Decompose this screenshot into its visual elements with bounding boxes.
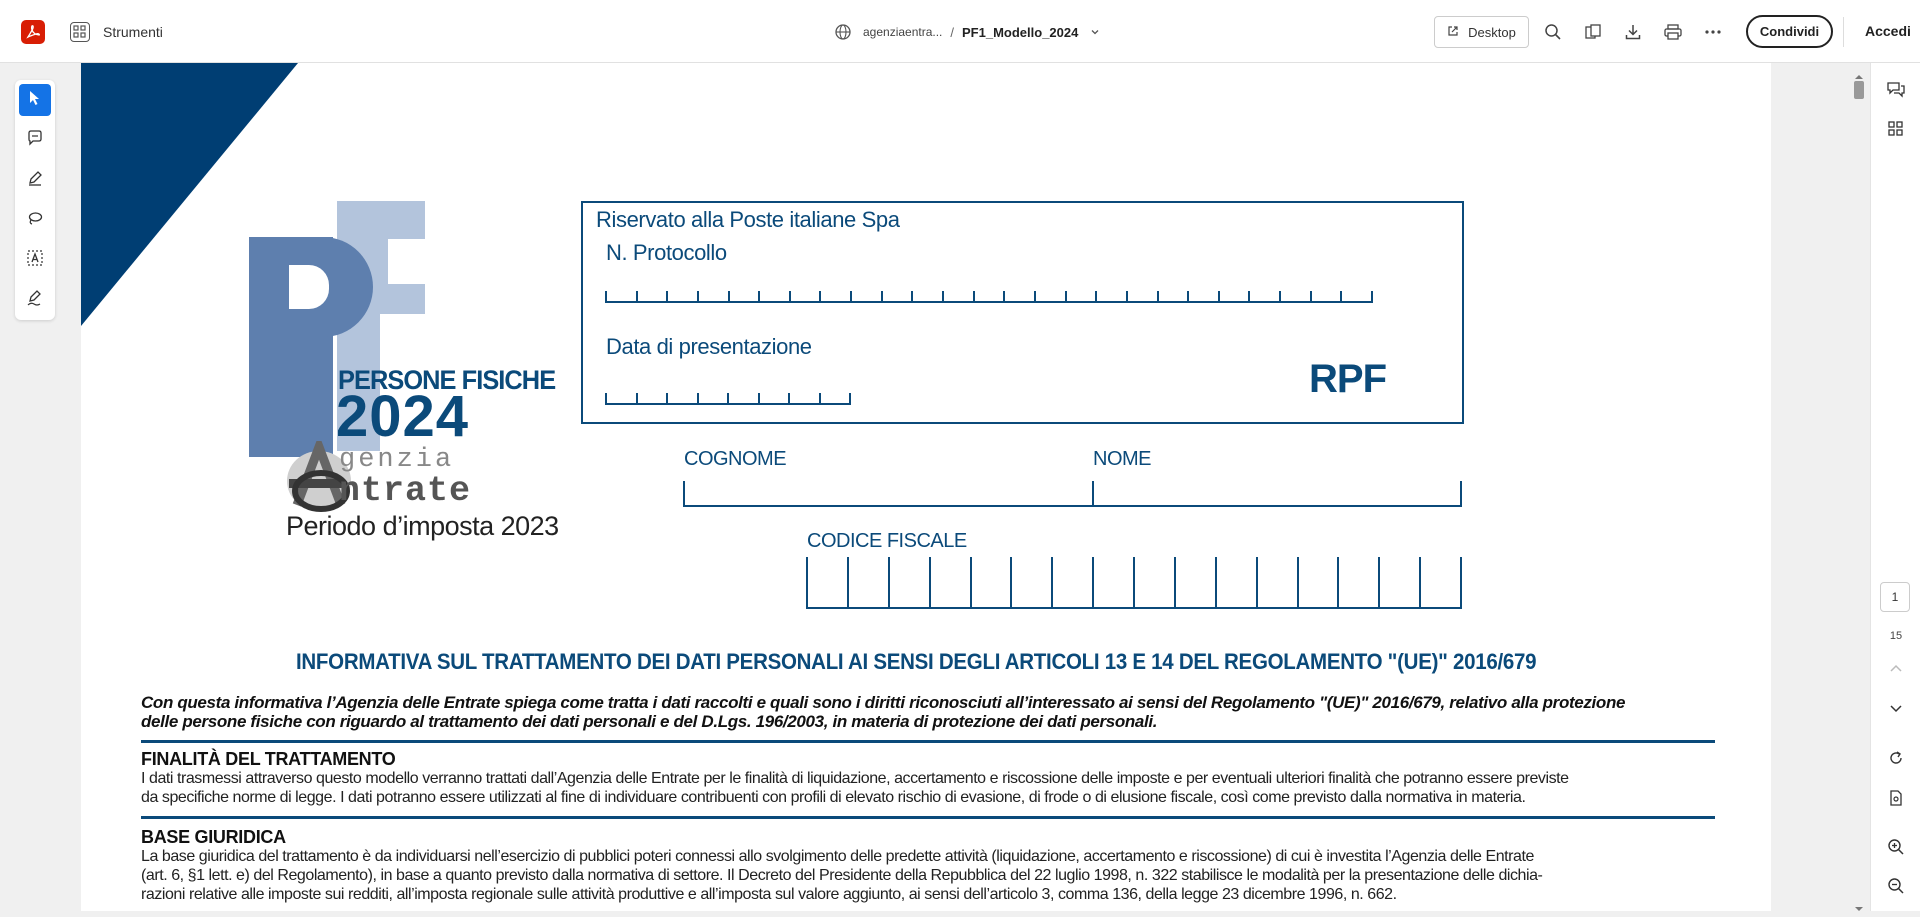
persone-fisiche-label: PERSONE FISICHE [338, 365, 556, 395]
previous-page-icon[interactable] [1880, 653, 1912, 685]
external-link-icon [1447, 25, 1459, 40]
document-breadcrumb [834, 20, 1100, 44]
next-page-icon[interactable] [1880, 692, 1912, 724]
tools-menu-button[interactable] [70, 19, 163, 45]
acrobat-logo-icon[interactable] [21, 20, 45, 44]
right-side-panel [1870, 63, 1920, 911]
print-icon[interactable] [1657, 16, 1689, 48]
agenzia-bottom-text: ntrate [339, 471, 472, 511]
toolbar-divider [1843, 17, 1844, 47]
legal-basis-line-1: La base giuridica del trattamento è da individuarsi nell’esercizio di pubblici poteri connessi allo svolgimento delle predette attività (liquidazione, accertamento e riscossione) di cui è investita l’Agenzia delle Entrate [141, 848, 1534, 865]
submission-date-field[interactable] [605, 379, 851, 405]
zoom-in-icon[interactable] [1880, 831, 1912, 863]
legal-basis-section-title: BASE GIURIDICA [141, 827, 286, 847]
scroll-down-icon[interactable] [1854, 899, 1864, 905]
year-label: 2024 [336, 384, 470, 449]
logo-p-hole [289, 265, 329, 309]
text-tool[interactable] [19, 244, 51, 276]
name-label: NOME [1093, 448, 1151, 470]
legal-basis-line-2: (art. 6, §1 lett. e) del Regolamento), in base a quanto previsto dalla normativa di settore. Il Decreto del Presidente della Repubblica del 22 luglio 1998, n. 322 stabilisce le modalità per la presentazione delle dichia- [141, 867, 1543, 884]
rotate-icon[interactable] [1880, 742, 1912, 774]
tax-code-field[interactable] [806, 557, 1462, 609]
logo-f-gap [388, 239, 425, 284]
purpose-line-2: da specifiche norme di legge. I dati potranno essere utilizzati al fine di individuare contribuenti con profili di elevato rischio di evasione, di frode o di elusione fiscale, così come previsto dalla normativa in materia. [141, 789, 1526, 806]
legal-basis-line-3: razioni relative alle imposte sui redditi, all’imposta regionale sulle attività produttive e all’imposta sul valore aggiunto, ai sensi dell’articolo 3, comma 136, della legge 23 dicembre 1996, n. 662. [141, 886, 1397, 903]
more-options-icon[interactable] [1697, 16, 1729, 48]
text-box-icon [26, 249, 44, 272]
page-thumbnails-icon[interactable] [1577, 16, 1609, 48]
total-pages-label: 15 [1889, 630, 1903, 642]
tools-label: Strumenti [103, 24, 163, 40]
vertical-scrollbar[interactable] [1848, 63, 1870, 911]
purpose-line-1: I dati trasmessi attraverso questo modello verranno trattati dall’Agenzia delle Entrate per le finalità di liquidazione, accertamento e riscossione delle imposte e per eventuali ulteriori finalità che potranno essere previste [141, 770, 1569, 787]
sign-tool[interactable] [19, 284, 51, 316]
document-heading: INFORMATIVA SUL TRATTAMENTO DEI DATI PERSONALI AI SENSI DEGLI ARTICOLI 13 E 14 DEL REGOLAMENTO "(UE)" 2016/679 [296, 649, 1537, 674]
submission-date-label: Data di presentazione [606, 334, 812, 359]
page-settings-icon[interactable] [1880, 782, 1912, 814]
protocol-label: N. Protocollo [606, 240, 727, 265]
draw-tool[interactable] [19, 204, 51, 236]
surname-label: COGNOME [684, 448, 787, 470]
name-field[interactable] [1092, 481, 1462, 507]
quick-tools-panel [15, 80, 55, 320]
reserved-label: Riservato alla Poste italiane Spa [596, 207, 900, 232]
intro-line-1: Con questa informativa l’Agenzia delle Entrate spiega come tratta i dati raccolti e quali sono i diritti riconosciuti all’interessato ai sensi del Regolamento "(UE)" 2016/679, relativo alla protezione [141, 693, 1626, 712]
open-desktop-button[interactable] [1434, 16, 1529, 48]
agenzia-entrate-logo [283, 441, 513, 521]
top-toolbar [0, 0, 1920, 63]
scroll-thumb[interactable] [1854, 81, 1864, 99]
protocol-number-field[interactable] [605, 277, 1373, 303]
search-icon[interactable] [1537, 16, 1569, 48]
chevron-down-icon[interactable] [1090, 25, 1100, 40]
cursor-icon [27, 89, 43, 112]
intro-line-2: delle persone fisiche con riguardo al trattamento dei dati personali e del D.Lgs. 196/2003, in materia di protezione dei dati personali. [141, 712, 1158, 731]
comment-tool[interactable] [19, 124, 51, 156]
agenzia-top-text: genzia [339, 445, 455, 475]
purpose-section-title: FINALITÀ DEL TRATTAMENTO [141, 749, 396, 769]
organize-pages-icon[interactable] [1880, 113, 1912, 145]
source-label: agenziaentra... [863, 25, 943, 39]
current-page-input[interactable]: 1 [1880, 582, 1910, 612]
globe-icon [834, 23, 852, 41]
download-icon[interactable] [1617, 16, 1649, 48]
signature-pen-icon [26, 289, 44, 312]
breadcrumb-separator: / [950, 24, 955, 40]
zoom-out-icon[interactable] [1880, 870, 1912, 902]
tax-period-label: Periodo d’imposta 2023 [286, 511, 559, 541]
select-tool[interactable] [19, 84, 51, 116]
sign-in-link[interactable]: Accedi [1865, 23, 1911, 39]
share-label: Condividi [1759, 24, 1820, 39]
desktop-label: Desktop [1468, 24, 1516, 40]
tax-code-label: CODICE FISCALE [807, 530, 967, 552]
highlight-tool[interactable] [19, 164, 51, 196]
document-filename[interactable]: PF1_Modello_2024 [962, 24, 1079, 40]
pen-icon [26, 169, 44, 192]
lasso-icon [26, 209, 44, 232]
section-divider [141, 740, 1715, 743]
reserved-box [581, 201, 1464, 424]
section-divider [141, 816, 1715, 819]
scroll-up-icon[interactable] [1854, 67, 1864, 73]
pdf-page [81, 63, 1771, 911]
comment-add-icon [26, 129, 44, 152]
form-code-label: RPF [1309, 357, 1386, 401]
comments-panel-icon[interactable] [1880, 73, 1912, 105]
share-button[interactable] [1746, 15, 1833, 48]
apps-grid-icon [70, 22, 90, 42]
surname-field[interactable] [683, 481, 1093, 507]
